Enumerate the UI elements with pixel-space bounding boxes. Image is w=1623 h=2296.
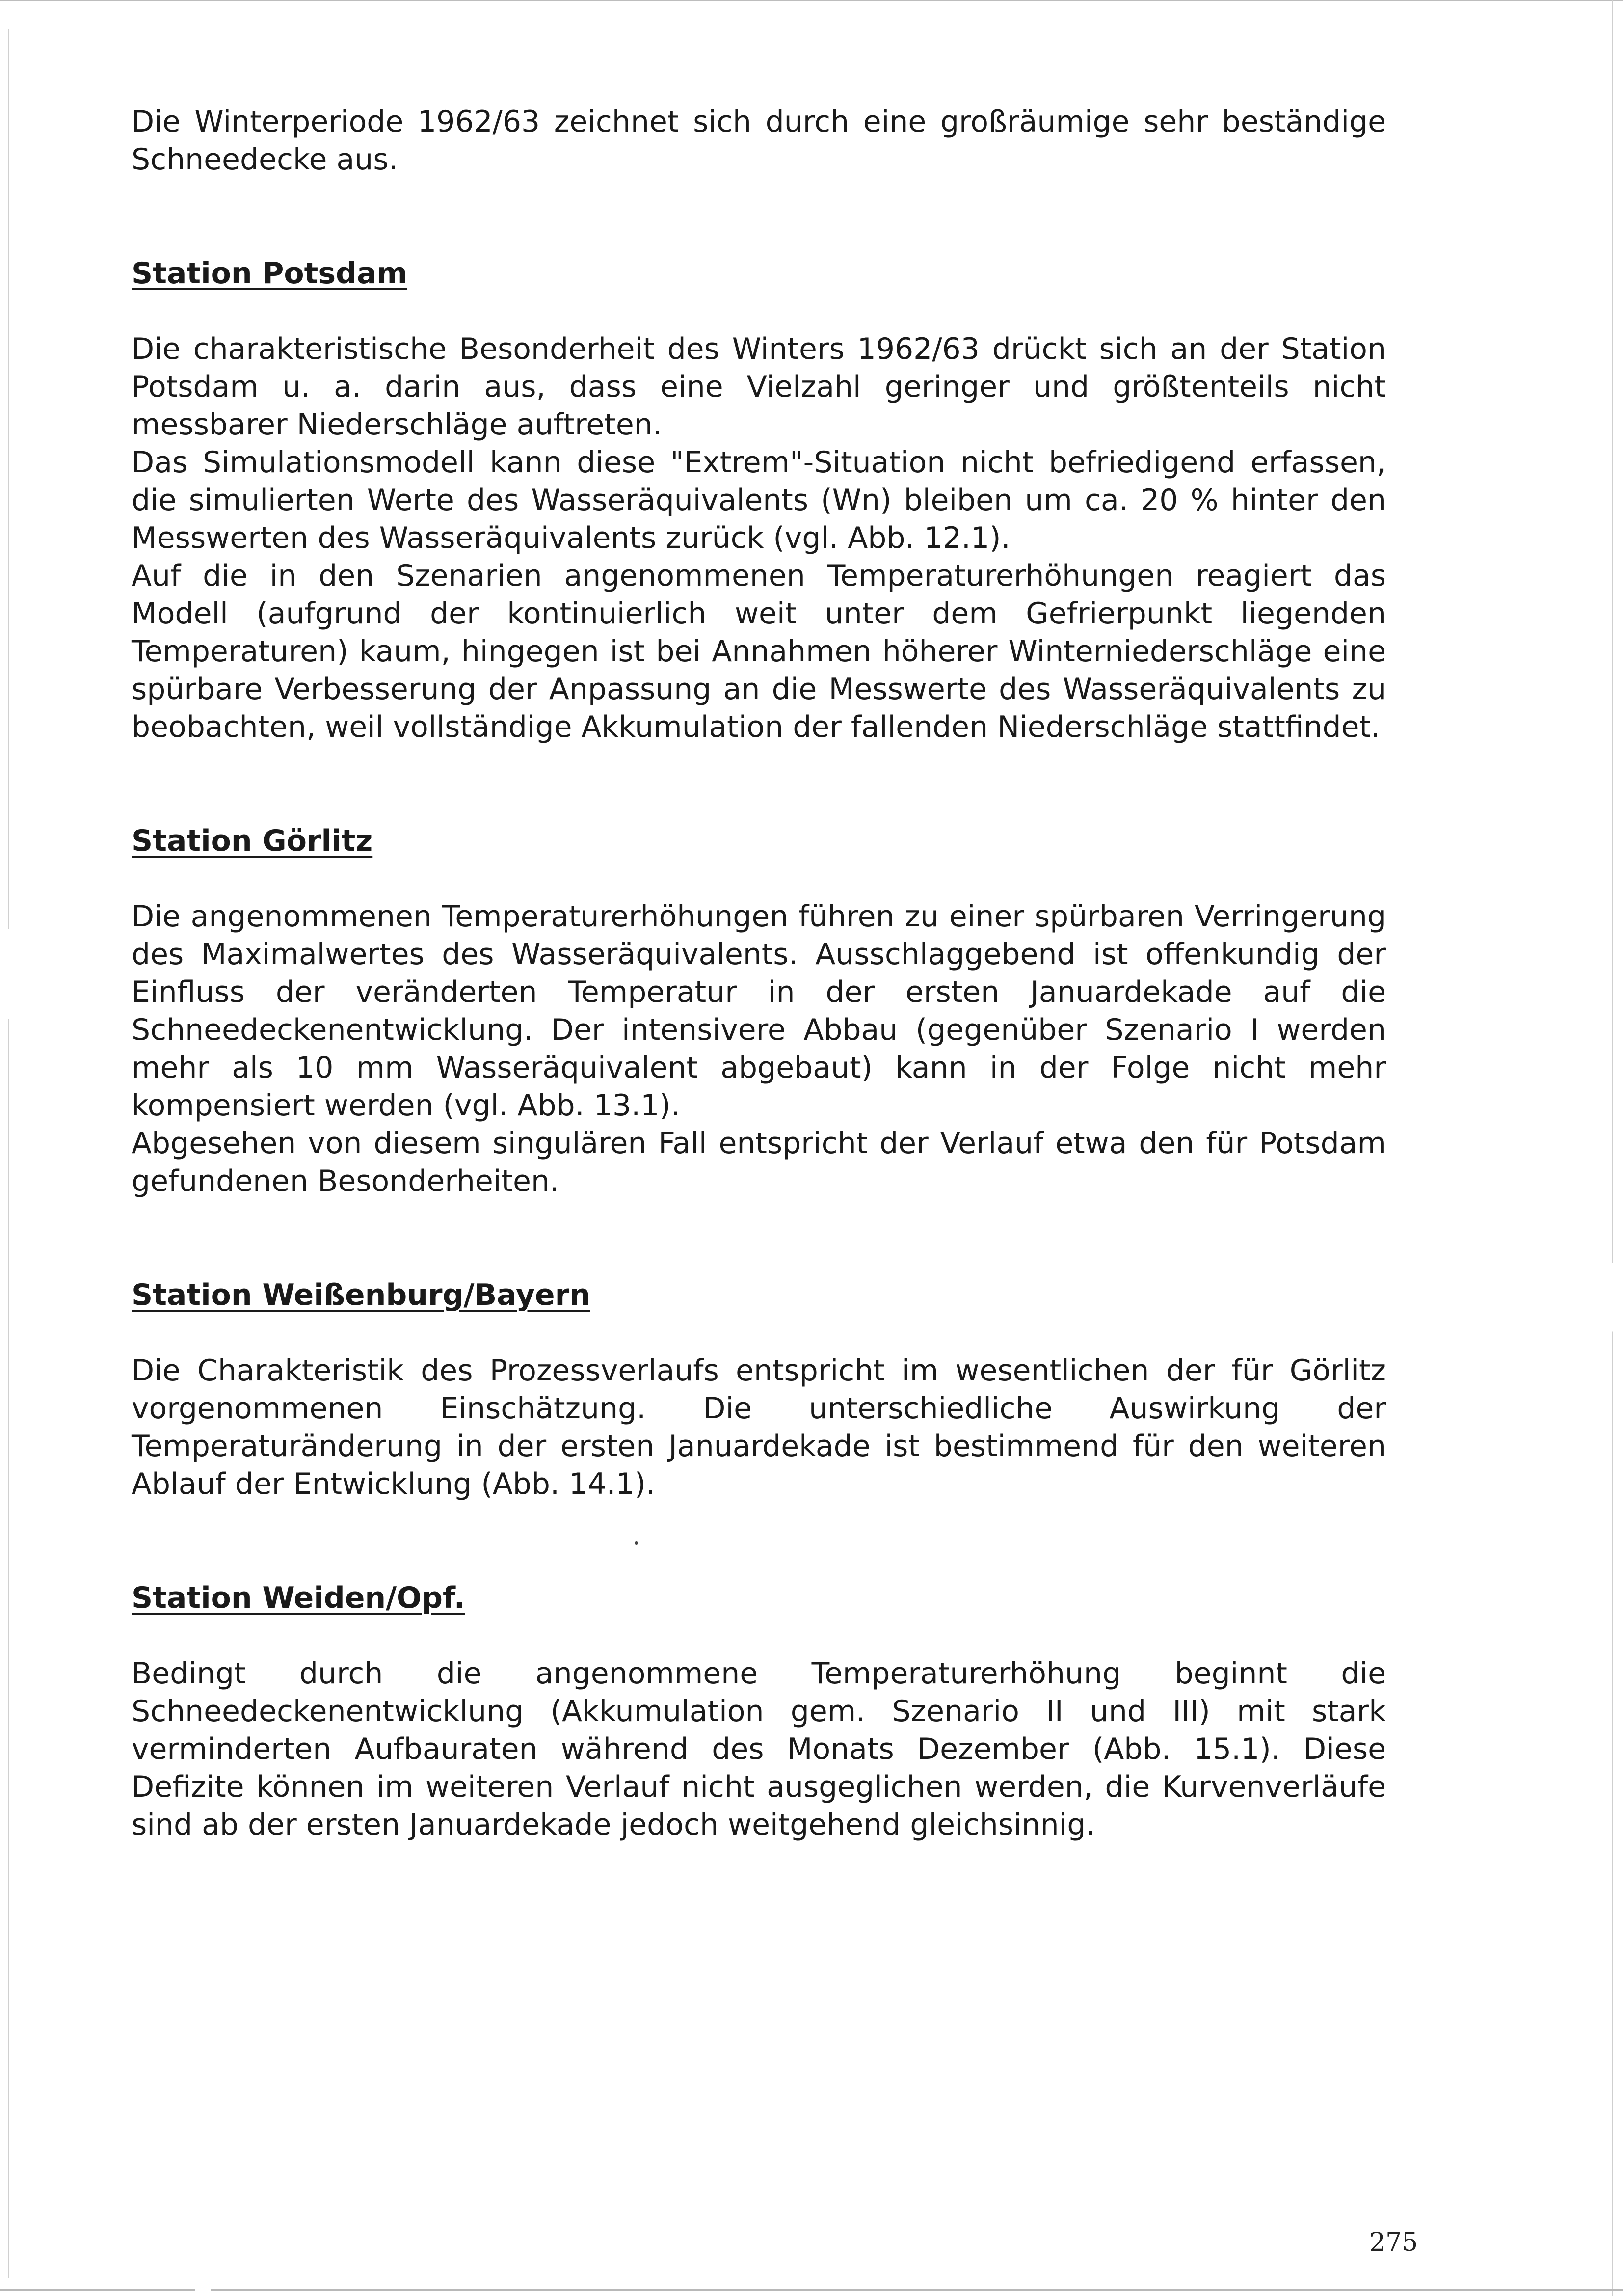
scan-speck <box>635 1541 638 1545</box>
heading-goerlitz: Station Görlitz <box>132 824 373 858</box>
section-potsdam <box>132 330 1386 746</box>
paragraph: Abgesehen von diesem singulären Fall entspricht der Verlauf etwa den für Potsdam gefundenen Besonderheiten. <box>132 1126 1386 1198</box>
paragraph: Die Charakteristik des Prozessverlaufs entspricht im wesentlichen der für Görlitz vorgenommenen Einschätzung. Die unterschiedliche Auswirkung der Temperaturänderung in der ersten Januardekade ist bestimmend für den weiteren Ablauf der Entwicklung (Abb. 14.1). <box>132 1353 1386 1501</box>
heading-weiden: Station Weiden/Opf. <box>132 1581 465 1615</box>
paragraph: Die charakteristische Besonderheit des Winters 1962/63 drückt sich an der Station Potsdam u. a. darin aus, dass eine Vielzahl geringer und größtenteils nicht messbarer Niederschläge auftreten. <box>132 332 1386 442</box>
heading-weissenburg: Station Weißenburg/Bayern <box>132 1278 590 1312</box>
intro-paragraph: Die Winterperiode 1962/63 zeichnet sich durch eine großräumige sehr beständige Schneedecke aus. <box>132 105 1386 177</box>
page-number: 275 <box>1369 2228 1418 2257</box>
paragraph: Auf die in den Szenarien angenommenen Temperaturerhöhungen reagiert das Modell (aufgrund der kontinuierlich weit unter dem Gefrierpunkt liegenden Temperaturen) kaum, hingegen ist bei Annahmen höherer Winterniederschläge eine spürbare Verbesserung der Anpassung an die Messwerte des Wasseräquivalents zu beobachten, weil vollständige Akkumulation der fallenden Niederschläge stattfindet. <box>132 559 1386 744</box>
heading-potsdam: Station Potsdam <box>132 256 408 291</box>
scan-edge-bottom <box>0 2289 1623 2291</box>
paragraph: Das Simulationsmodell kann diese "Extrem"-Situation nicht befriedigend erfassen, die simulierten Werte des Wasseräquivalents (Wn) bleiben um ca. 20 % hinter den Messwerten des Wasseräquivalents zurück (vgl. Abb. 12.1). <box>132 445 1386 555</box>
scan-edge-top <box>0 0 1623 1</box>
paragraph: Bedingt durch die angenommene Temperaturerhöhung beginnt die Schneedeckenentwicklung (Akkumulation gem. Szenario II und III) mit stark verminderten Aufbauraten während des Monats Dezember (Abb. 15.1). Diese Defizite können im weiteren Verlauf nicht ausgeglichen werden, die Kurvenverläufe sind ab der ersten Januardekade jedoch weitgehend gleichsinnig. <box>132 1656 1386 1842</box>
paragraph: Die angenommenen Temperaturerhöhungen führen zu einer spürbaren Verringerung des Maximalwertes des Wasseräquivalents. Ausschlaggebend ist offenkundig der Einfluss der veränderten Temperatur in der ersten Januardekade auf die Schneedeckenentwicklung. Der intensivere Abbau (gegenüber Szenario I werden mehr als 10 mm Wasseräquivalent abgebaut) kann in der Folge nicht mehr kompensiert werden (vgl. Abb. 13.1). <box>132 899 1386 1123</box>
section-weissenburg <box>132 1352 1386 1503</box>
body-text <box>132 103 1386 1844</box>
section-weiden <box>132 1655 1386 1844</box>
section-goerlitz <box>132 898 1386 1200</box>
scan-edge-right <box>1612 0 1613 2296</box>
scan-edge-left <box>8 29 9 2278</box>
